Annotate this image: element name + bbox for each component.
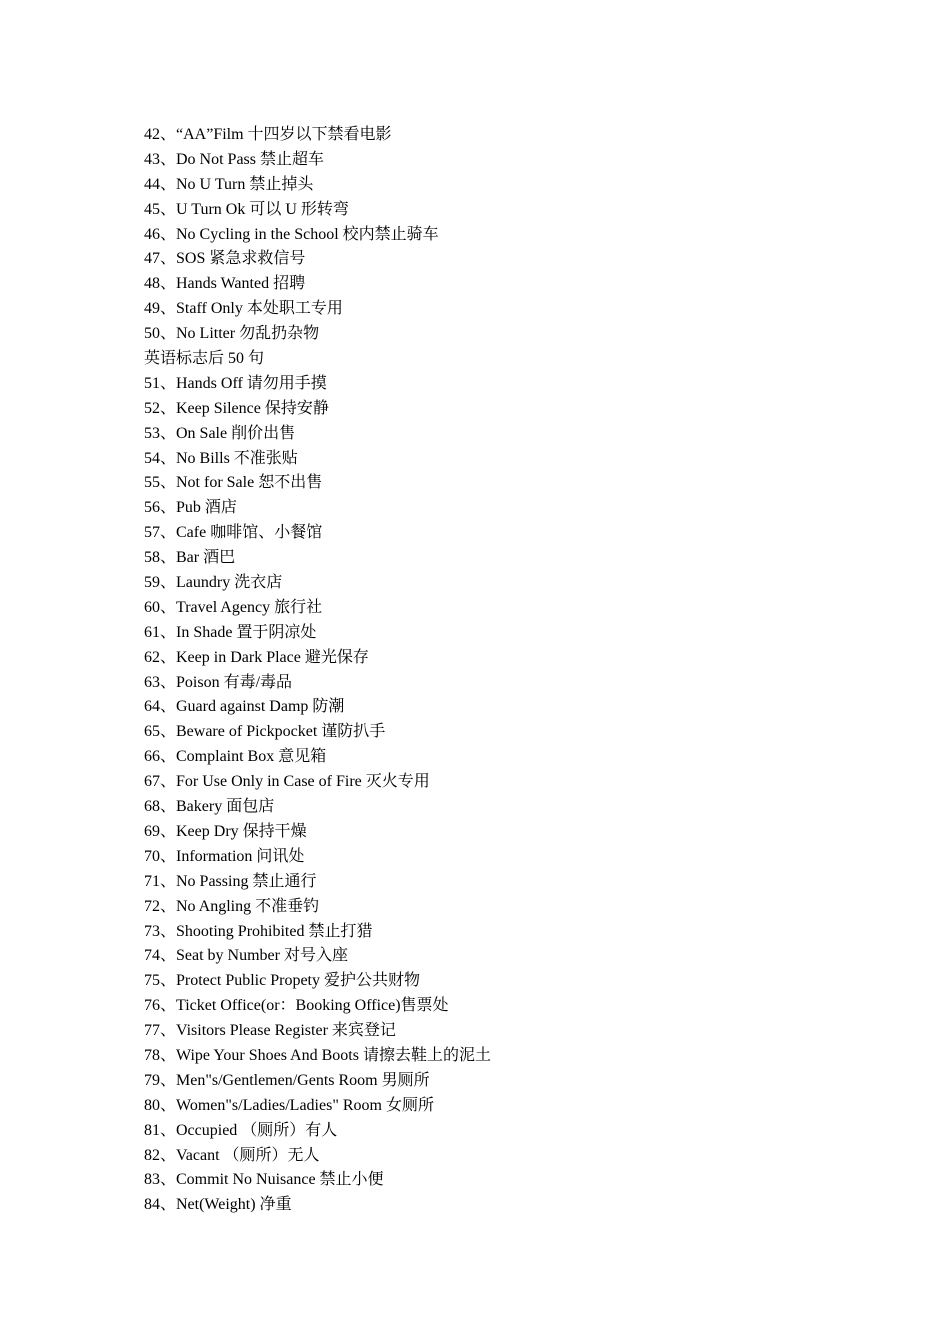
text-line: 47、SOS 紧急求救信号 (144, 250, 306, 268)
text-line: 54、No Bills 不准张贴 (144, 449, 298, 467)
text-line: 42、“AA”Film 十四岁以下禁看电影 (144, 126, 392, 143)
text-line: 43、Do Not Pass 禁止超车 (144, 150, 325, 168)
text-line: 74、Seat by Number 对号入座 (144, 947, 348, 965)
text-line: 78、Wipe Your Shoes And Boots 请擦去鞋上的泥土 (144, 1046, 491, 1064)
text-line: 52、Keep Silence 保持安静 (144, 399, 329, 417)
text-line: 76、Ticket Office(or：Booking Office)售票处 (144, 997, 449, 1015)
text-line: 84、Net(Weight) 净重 (144, 1196, 292, 1214)
text-line: 45、U Turn Ok 可以 U 形转弯 (144, 200, 349, 218)
text-line: 51、Hands Off 请勿用手摸 (144, 374, 327, 392)
sign-phrase-list (144, 123, 491, 1218)
text-line: 63、Poison 有毒/毒品 (144, 673, 293, 691)
text-line: 53、On Sale 削价出售 (144, 424, 296, 442)
text-line: 56、Pub 酒店 (144, 499, 237, 517)
text-line: 49、Staff Only 本处职工专用 (144, 300, 343, 318)
section-heading: 英语标志后 50 句 (144, 350, 265, 368)
text-line: 67、For Use Only in Case of Fire 灭火专用 (144, 773, 430, 791)
text-line: 57、Cafe 咖啡馆、小餐馆 (144, 524, 323, 542)
text-line: 55、Not for Sale 恕不出售 (144, 474, 323, 492)
text-line: 68、Bakery 面包店 (144, 798, 275, 816)
text-line: 83、Commit No Nuisance 禁止小便 (144, 1171, 384, 1189)
text-line: 50、No Litter 勿乱扔杂物 (144, 325, 320, 343)
text-line: 69、Keep Dry 保持干燥 (144, 822, 307, 840)
text-line: 61、In Shade 置于阴凉处 (144, 623, 317, 641)
text-line: 59、Laundry 洗衣店 (144, 574, 283, 592)
text-line: 73、Shooting Prohibited 禁止打猎 (144, 922, 373, 940)
text-line: 64、Guard against Damp 防潮 (144, 698, 345, 716)
text-line: 44、No U Turn 禁止掉头 (144, 175, 314, 193)
text-line: 82、Vacant （厕所）无人 (144, 1146, 320, 1164)
text-line: 71、No Passing 禁止通行 (144, 872, 317, 890)
text-line: 65、Beware of Pickpocket 谨防扒手 (144, 723, 386, 741)
text-line: 58、Bar 酒巴 (144, 549, 236, 567)
text-line: 75、Protect Public Propety 爱护公共财物 (144, 972, 420, 990)
text-line: 62、Keep in Dark Place 避光保存 (144, 648, 369, 666)
text-line: 46、No Cycling in the School 校内禁止骑车 (144, 225, 439, 243)
text-line: 72、No Angling 不准垂钓 (144, 897, 320, 915)
text-line: 79、Men"s/Gentlemen/Gents Room 男厕所 (144, 1071, 430, 1089)
text-line: 60、Travel Agency 旅行社 (144, 598, 323, 616)
text-line: 77、Visitors Please Register 来宾登记 (144, 1022, 396, 1040)
text-line: 66、Complaint Box 意见箱 (144, 748, 327, 766)
text-line: 48、Hands Wanted 招聘 (144, 275, 306, 293)
text-line: 70、Information 问讯处 (144, 847, 305, 865)
text-line: 80、Women"s/Ladies/Ladies" Room 女厕所 (144, 1096, 434, 1114)
text-line: 81、Occupied （厕所）有人 (144, 1121, 338, 1139)
